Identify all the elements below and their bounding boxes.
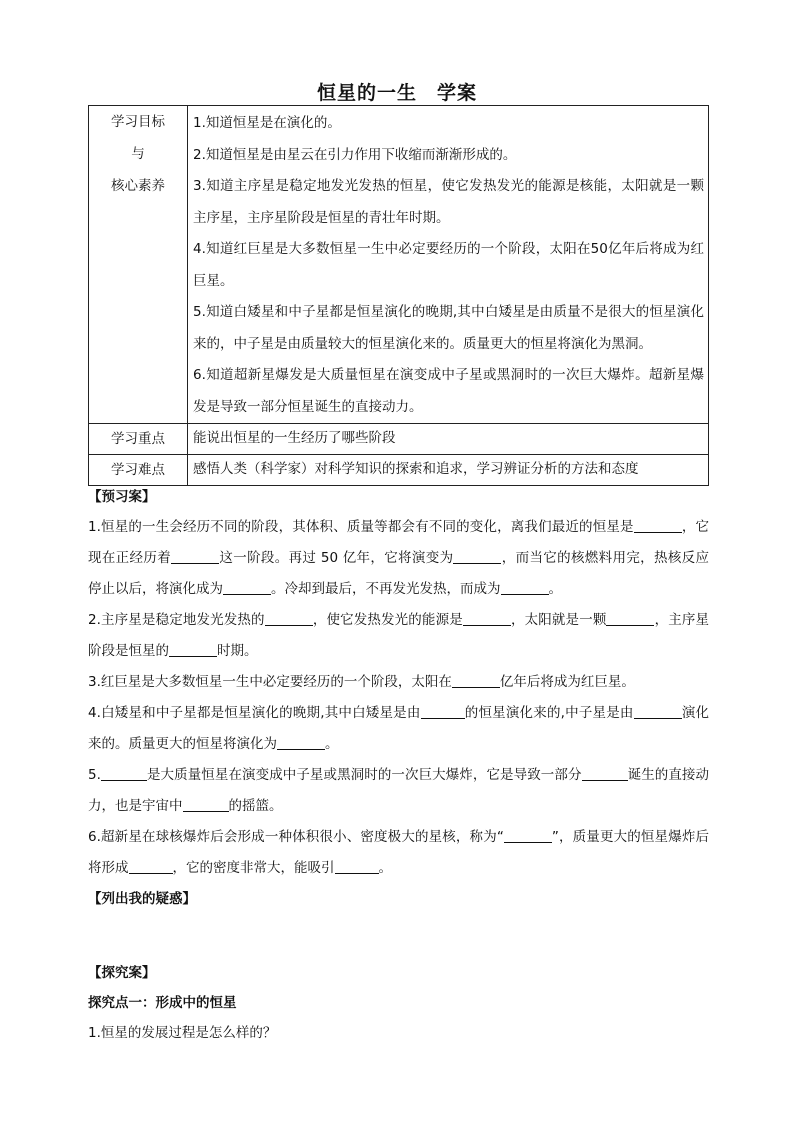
q4-blank-2[interactable] <box>634 703 682 719</box>
explore-point-1: 探究点一：形成中的恒星 <box>88 995 237 1011</box>
doubts-heading: 【列出我的疑惑】 <box>88 891 196 907</box>
q6-text-4: 。 <box>378 860 392 876</box>
q5-text-1: 5. <box>88 767 101 783</box>
q2-text-3: ，太阳就是一颗 <box>510 612 607 628</box>
objective-item-1: 1.知道恒星是在演化的。 <box>193 115 341 131</box>
difficulty-label: 学习难点 <box>89 455 188 486</box>
q1-text-4: ，而当它的核燃料用完，热核反应停止以后，将演化成为 <box>88 550 710 597</box>
q1-blank-2[interactable] <box>171 548 219 564</box>
objectives-label-line3: 核心素养 <box>111 178 165 194</box>
q4-blank-1[interactable] <box>421 703 465 719</box>
q1-text-3: 这一阶段。再过 50 亿年，它将演变为 <box>219 550 454 566</box>
q5-blank-2[interactable] <box>582 765 628 781</box>
preview-question-5 <box>88 760 709 822</box>
preview-question-1 <box>88 512 709 605</box>
objectives-table <box>88 105 709 486</box>
key-point-text: 能说出恒星的一生经历了哪些阶段 <box>188 424 709 455</box>
objective-item-3: 3.知道主序星是稳定地发光发热的恒星，使它发热发光的能源是核能，太阳就是一颗主序星，主序星阶段是恒星的青壮年时期。 <box>193 178 704 226</box>
q1-blank-3[interactable] <box>453 548 501 564</box>
key-point-label: 学习重点 <box>89 424 188 455</box>
q6-blank-2[interactable] <box>129 858 173 874</box>
q2-text-2: ，使它发热发光的能源是 <box>312 612 463 628</box>
objectives-label-line1: 学习目标 <box>111 114 165 130</box>
objectives-label-cell <box>89 106 188 424</box>
q6-blank-3[interactable] <box>335 858 379 874</box>
difficulty-text: 感悟人类（科学家）对科学知识的探索和追求，学习辨证分析的方法和态度 <box>188 455 709 486</box>
objective-item-4: 4.知道红巨星是大多数恒星一生中必定要经历的一个阶段，太阳在50亿年后将成为红巨星。 <box>193 241 704 289</box>
q5-text-4: 的摇篮。 <box>228 798 283 814</box>
objective-item-5: 5.知道白矮星和中子星都是恒星演化的晚期,其中白矮星是由质量不是很大的恒星演化来的，中子星是由质量较大的恒星演化来的。质量更大的恒星将演化为黑洞。 <box>193 304 704 352</box>
q3-blank-1[interactable] <box>452 672 500 688</box>
q6-text-2: ”，质量更大的恒星爆炸后将形成 <box>88 829 709 876</box>
page-title: 恒星的一生 学案 <box>316 82 477 104</box>
q1-blank-4[interactable] <box>223 579 271 595</box>
q1-text-6: 。 <box>548 581 562 597</box>
q5-text-2: 是大质量恒星在演变成中子星或黑洞时的一次巨大爆炸，它是导致一部分 <box>146 767 582 783</box>
objective-item-2: 2.知道恒星是由星云在引力作用下收缩而渐渐形成的。 <box>193 146 517 163</box>
q4-blank-3[interactable] <box>277 734 325 750</box>
q4-text-3: 演化来的。质量更大的恒星将演化为 <box>88 705 710 752</box>
doubts-answer-area[interactable] <box>88 914 709 958</box>
q2-blank-3[interactable] <box>606 610 654 626</box>
preview-heading: 【预习案】 <box>88 489 156 505</box>
q2-text-1: 2.主序星是稳定地发光发热的 <box>88 612 265 628</box>
q3-text-1: 3.红巨星是大多数恒星一生中必定要经历的一个阶段，太阳在 <box>88 674 452 690</box>
explore-heading: 【探究案】 <box>88 965 156 981</box>
q2-blank-1[interactable] <box>265 610 313 626</box>
q5-text-3: 诞生的直接动力，也是宇宙中 <box>88 767 710 814</box>
q1-text-2: ，它现在正经历着 <box>88 519 710 566</box>
objective-item-6: 6.知道超新星爆发是大质量恒星在演变成中子星或黑洞时的一次巨大爆炸。超新星爆发是导致一部分恒星诞生的直接动力。 <box>193 367 704 415</box>
q1-blank-5[interactable] <box>501 579 549 595</box>
q2-text-5: 时期。 <box>217 643 258 659</box>
preview-question-6 <box>88 822 709 884</box>
explore-question-1: 1.恒星的发展过程是怎么样的？ <box>88 1025 277 1041</box>
preview-question-2 <box>88 605 709 667</box>
objectives-content-cell <box>188 106 709 424</box>
worksheet-body <box>88 482 709 1049</box>
q1-text-5: 。冷却到最后，不再发光发热，而成为 <box>271 581 501 597</box>
q6-text-1: 6.超新星在球核爆炸后会形成一种体积很小、密度极大的星核，称为“ <box>88 829 504 845</box>
q1-blank-1[interactable] <box>634 517 682 533</box>
q6-blank-1[interactable] <box>504 827 552 843</box>
q5-blank-1[interactable] <box>101 765 147 781</box>
q4-text-2: 的恒星演化来的,中子星是由 <box>464 705 634 721</box>
q6-text-3: ，它的密度非常大，能吸引 <box>172 860 335 876</box>
preview-question-3 <box>88 667 709 698</box>
q2-blank-2[interactable] <box>463 610 511 626</box>
q5-blank-3[interactable] <box>183 796 229 812</box>
q2-text-4: ，主序星阶段是恒星的 <box>88 612 710 659</box>
q3-text-2: 亿年后将成为红巨星。 <box>499 674 635 690</box>
q1-text-1: 1.恒星的一生会经历不同的阶段，其体积、质量等都会有不同的变化，离我们最近的恒星是 <box>88 519 634 535</box>
preview-question-4 <box>88 698 709 760</box>
q4-text-4: 。 <box>325 736 339 752</box>
q2-blank-4[interactable] <box>169 641 217 657</box>
objectives-label-line2: 与 <box>131 146 145 162</box>
q4-text-1: 4.白矮星和中子星都是恒星演化的晚期,其中白矮星是由 <box>88 705 421 721</box>
